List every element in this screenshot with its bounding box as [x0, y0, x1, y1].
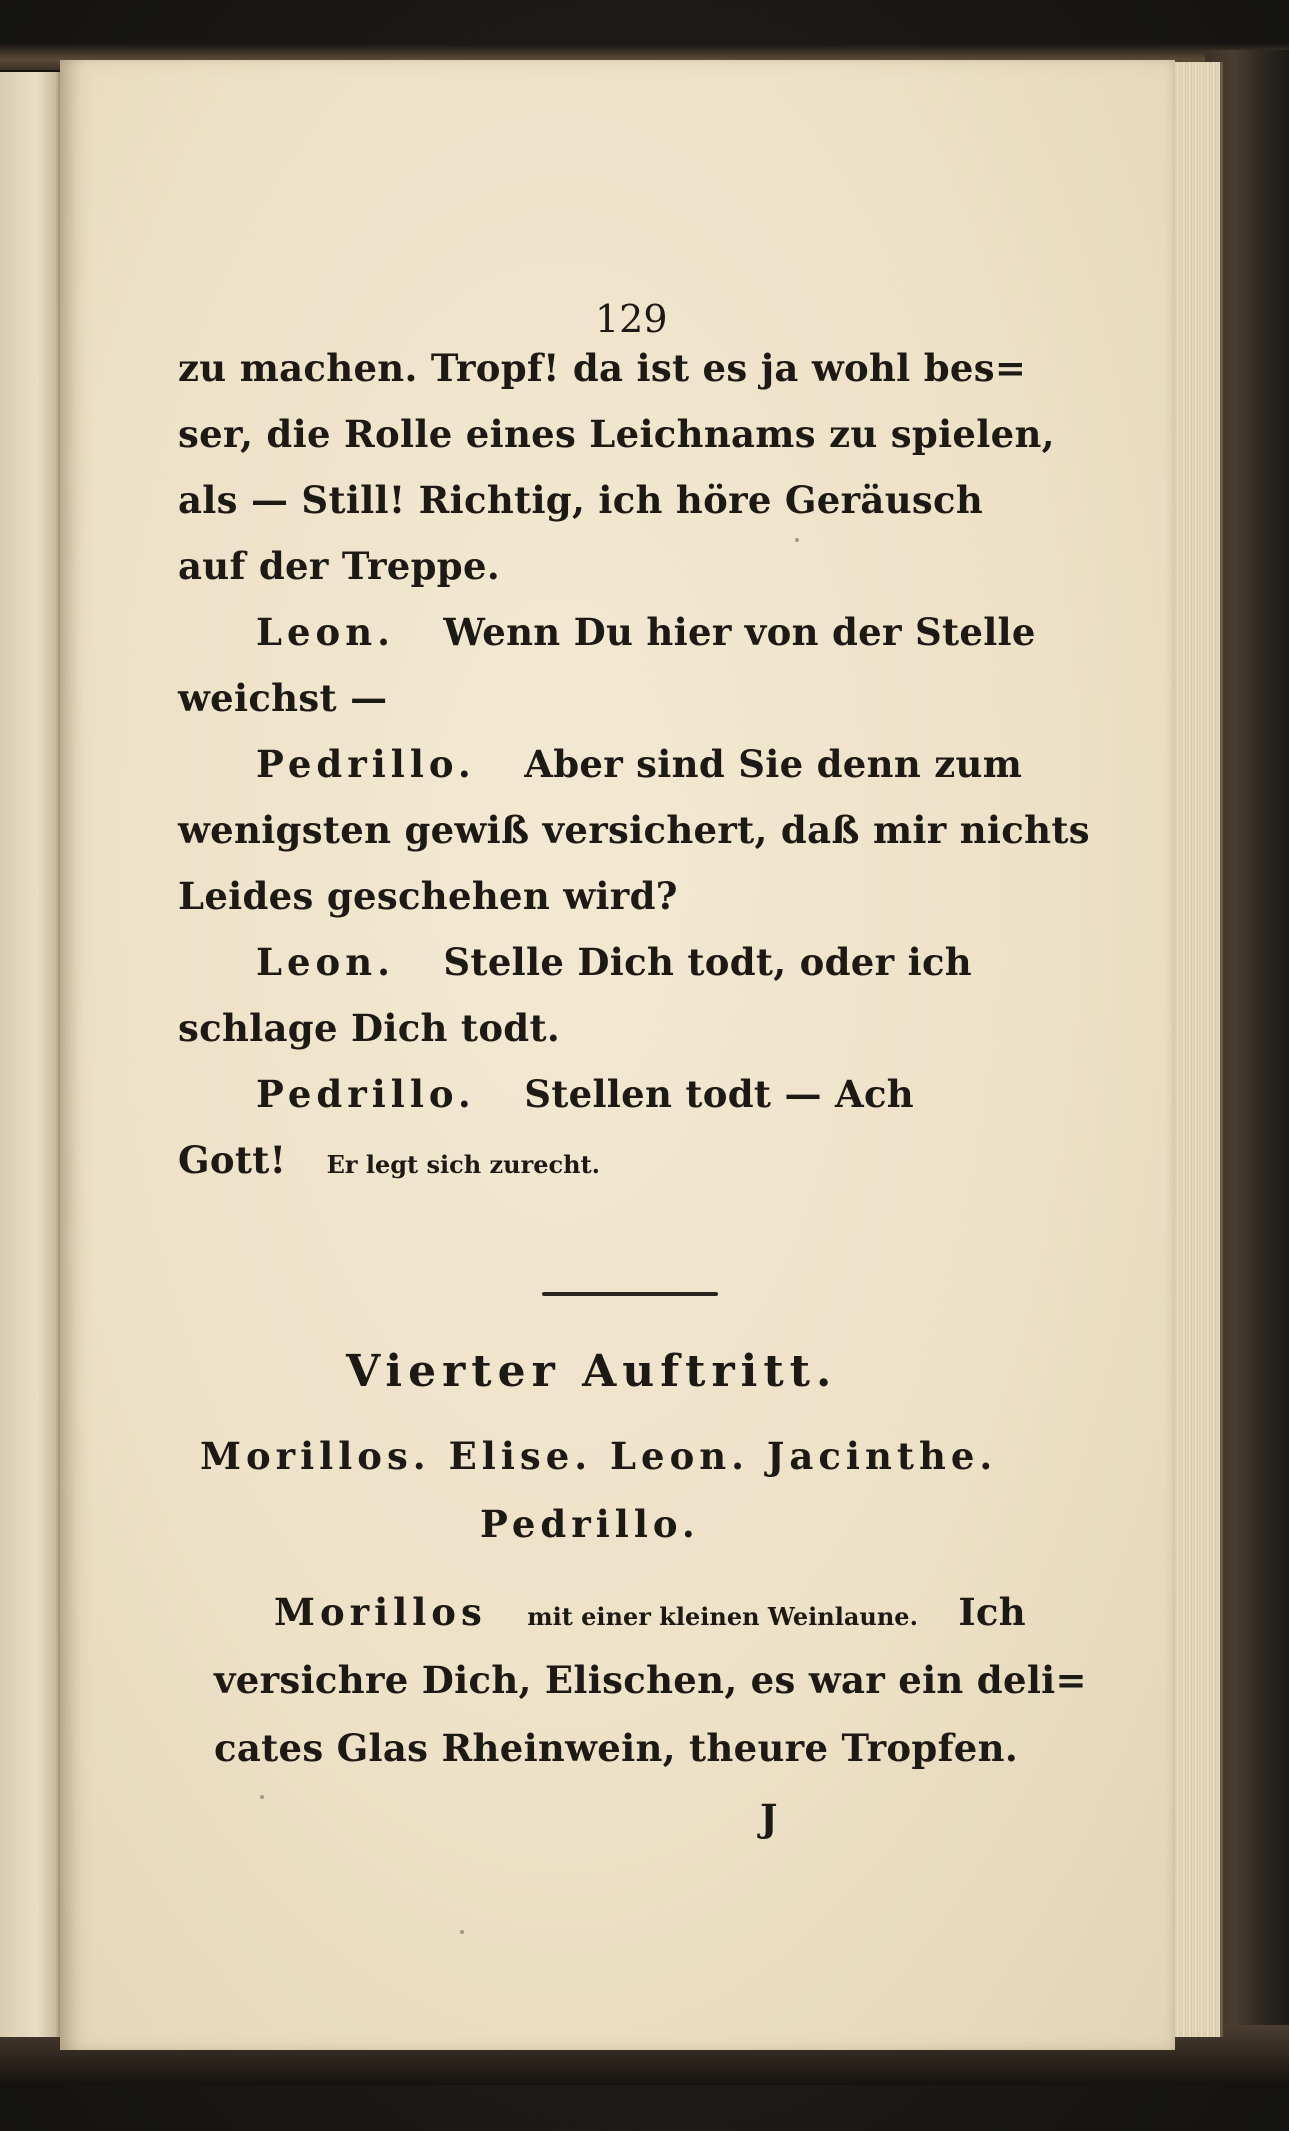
dialogue-line — [256, 610, 1036, 654]
dialogue-text: Wenn Du hier von der Stelle — [443, 610, 1036, 654]
paper-speck — [260, 1795, 264, 1799]
page-stack-edges — [1168, 62, 1223, 2037]
page-number: 129 — [595, 297, 668, 341]
paper-speck — [460, 1930, 464, 1934]
section-divider — [542, 1292, 718, 1296]
text-line: als — Still! Richtig, ich höre Geräusch — [178, 478, 984, 522]
text-line: Leides geschehen wird? — [178, 874, 678, 918]
book-page — [60, 60, 1175, 2050]
text-line: auf der Treppe. — [178, 544, 500, 588]
text-line: zu machen. Tropf! da ist es ja wohl bes= — [178, 346, 1027, 390]
catchword: J — [760, 1796, 778, 1840]
text-line: cates Glas Rheinwein, theure Tropfen. — [214, 1726, 1019, 1770]
text-line: wenigsten gewiß versichert, daß mir nichts — [178, 808, 1090, 852]
speaker-name: Morillos — [274, 1590, 487, 1634]
paper-speck — [795, 538, 799, 542]
dialogue-line — [256, 742, 1023, 786]
dialogue-line — [256, 1072, 915, 1116]
text-line: versichre Dich, Elischen, es war ein deli= — [214, 1658, 1087, 1702]
dialogue-text: Gott! — [178, 1138, 287, 1182]
dialogue-text: Stelle Dich todt, oder ich — [443, 940, 972, 984]
dialogue-text: Stellen todt — Ach — [524, 1072, 915, 1116]
character-list: Morillos. Elise. Leon. Jacinthe. — [200, 1434, 998, 1478]
scene-heading: Vierter Auftritt. — [346, 1346, 838, 1397]
dialogue-text: Aber sind Sie denn zum — [524, 742, 1023, 786]
dialogue-line — [274, 1590, 1026, 1634]
dialogue-line — [256, 940, 972, 984]
dialogue-text: Ich — [958, 1590, 1026, 1634]
text-line: ser, die Rolle eines Leichnams zu spielen, — [178, 412, 1055, 456]
dialogue-line — [178, 1138, 601, 1182]
speaker-name: Pedrillo. — [256, 742, 476, 786]
speaker-name: Leon. — [256, 940, 396, 984]
stage-direction: Er legt sich zurecht. — [326, 1150, 601, 1179]
speaker-name: Leon. — [256, 610, 396, 654]
text-line: weichst — — [178, 676, 388, 720]
previous-page-edge — [0, 72, 62, 2037]
speaker-name: Pedrillo. — [256, 1072, 476, 1116]
text-line: schlage Dich todt. — [178, 1006, 561, 1050]
stage-direction: mit einer kleinen Weinlaune. — [527, 1602, 918, 1631]
character-list: Pedrillo. — [480, 1502, 700, 1546]
